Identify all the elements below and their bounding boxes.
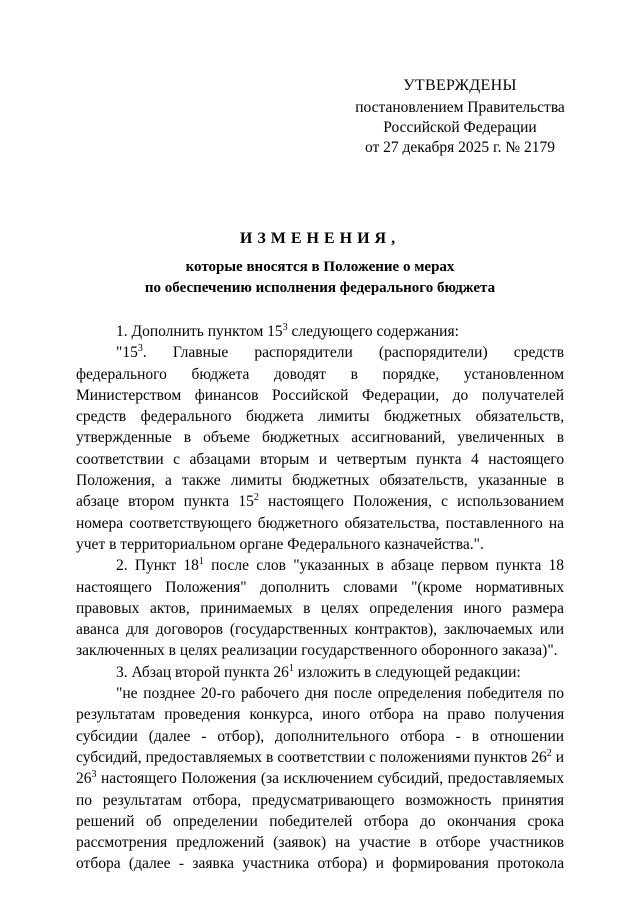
document-title [60, 228, 580, 299]
paragraph-item-3-text: "не позднее 20-го рабочего дня после определения победителя по результатам проведения конкурса, иного отбора на право получения субсидии (далее - отбор), дополнительного отбора - в отношении субсидий, предоставляемых в соответствии с положениями пунктов $26^2$ и $26^3$ настоящего Положения (за исключением субсидий, предоставляемых по результатам отбора, предусматривающего возможность принятия решений об определении победителей отбора до окончания срока рассмотрения предложений (заявок) на участие в отборе участников отбора (далее - заявка участника отбора) и формирования протокола [76, 685, 565, 873]
title-main: ИЗМЕНЕНИЯ, [239, 230, 401, 247]
approval-block [340, 76, 580, 158]
paragraph-item-1-text: "$15^3$. Главные распорядители (распорядители) средств федерального бюджета доводят в порядке, установленном Министерством финансов Российской Федерации, до получателей средств федерального бюджета лимиты бюджетных обязательств, утвержденные в объеме бюджетных ассигнований, увеличенных в соответствии с абзацами вторым и четвертым пункта 4 настоящего Положения, а также лимиты бюджетных обязательств, указанные в абзаце втором пункта $15^2$ настоящего Положения, с использованием номера соответствующего бюджетного обязательства, поставленного на учет в территориальном органе Федерального казначейства.". [76, 343, 565, 553]
approval-line-2: Российской Федерации [383, 119, 537, 136]
title-line-1: которые вносятся в Положение о мерах [185, 259, 455, 275]
paragraph-item-2: 2. Пункт $18^1$ после слов "указанных в абзаце первом пункта 18 настоящего Положения" дополнить словами "(кроме нормативных правовых актов, принимаемых в целях определения иного размера аванса для договоров (государственных контрактов), заключаемых или заключенных в целях реализации государственного оборонного заказа)". [76, 556, 565, 660]
title-line-2: по обеспечению исполнения федерального бюджета [144, 280, 496, 296]
paragraph-item-3: 3. Абзац второй пункта $26^1$ изложить в следующей редакции: [116, 662, 521, 681]
document-body [76, 321, 564, 875]
approval-line-3: от 27 декабря 2025 г. № 2179 [364, 139, 556, 156]
approval-heading: УТВЕРЖДЕНЫ [403, 77, 517, 94]
paragraph-item-1: 1. Дополнить пунктом $15^3$ следующего содержания: [116, 321, 459, 340]
approval-line-1: постановлением Правительства [355, 99, 565, 116]
